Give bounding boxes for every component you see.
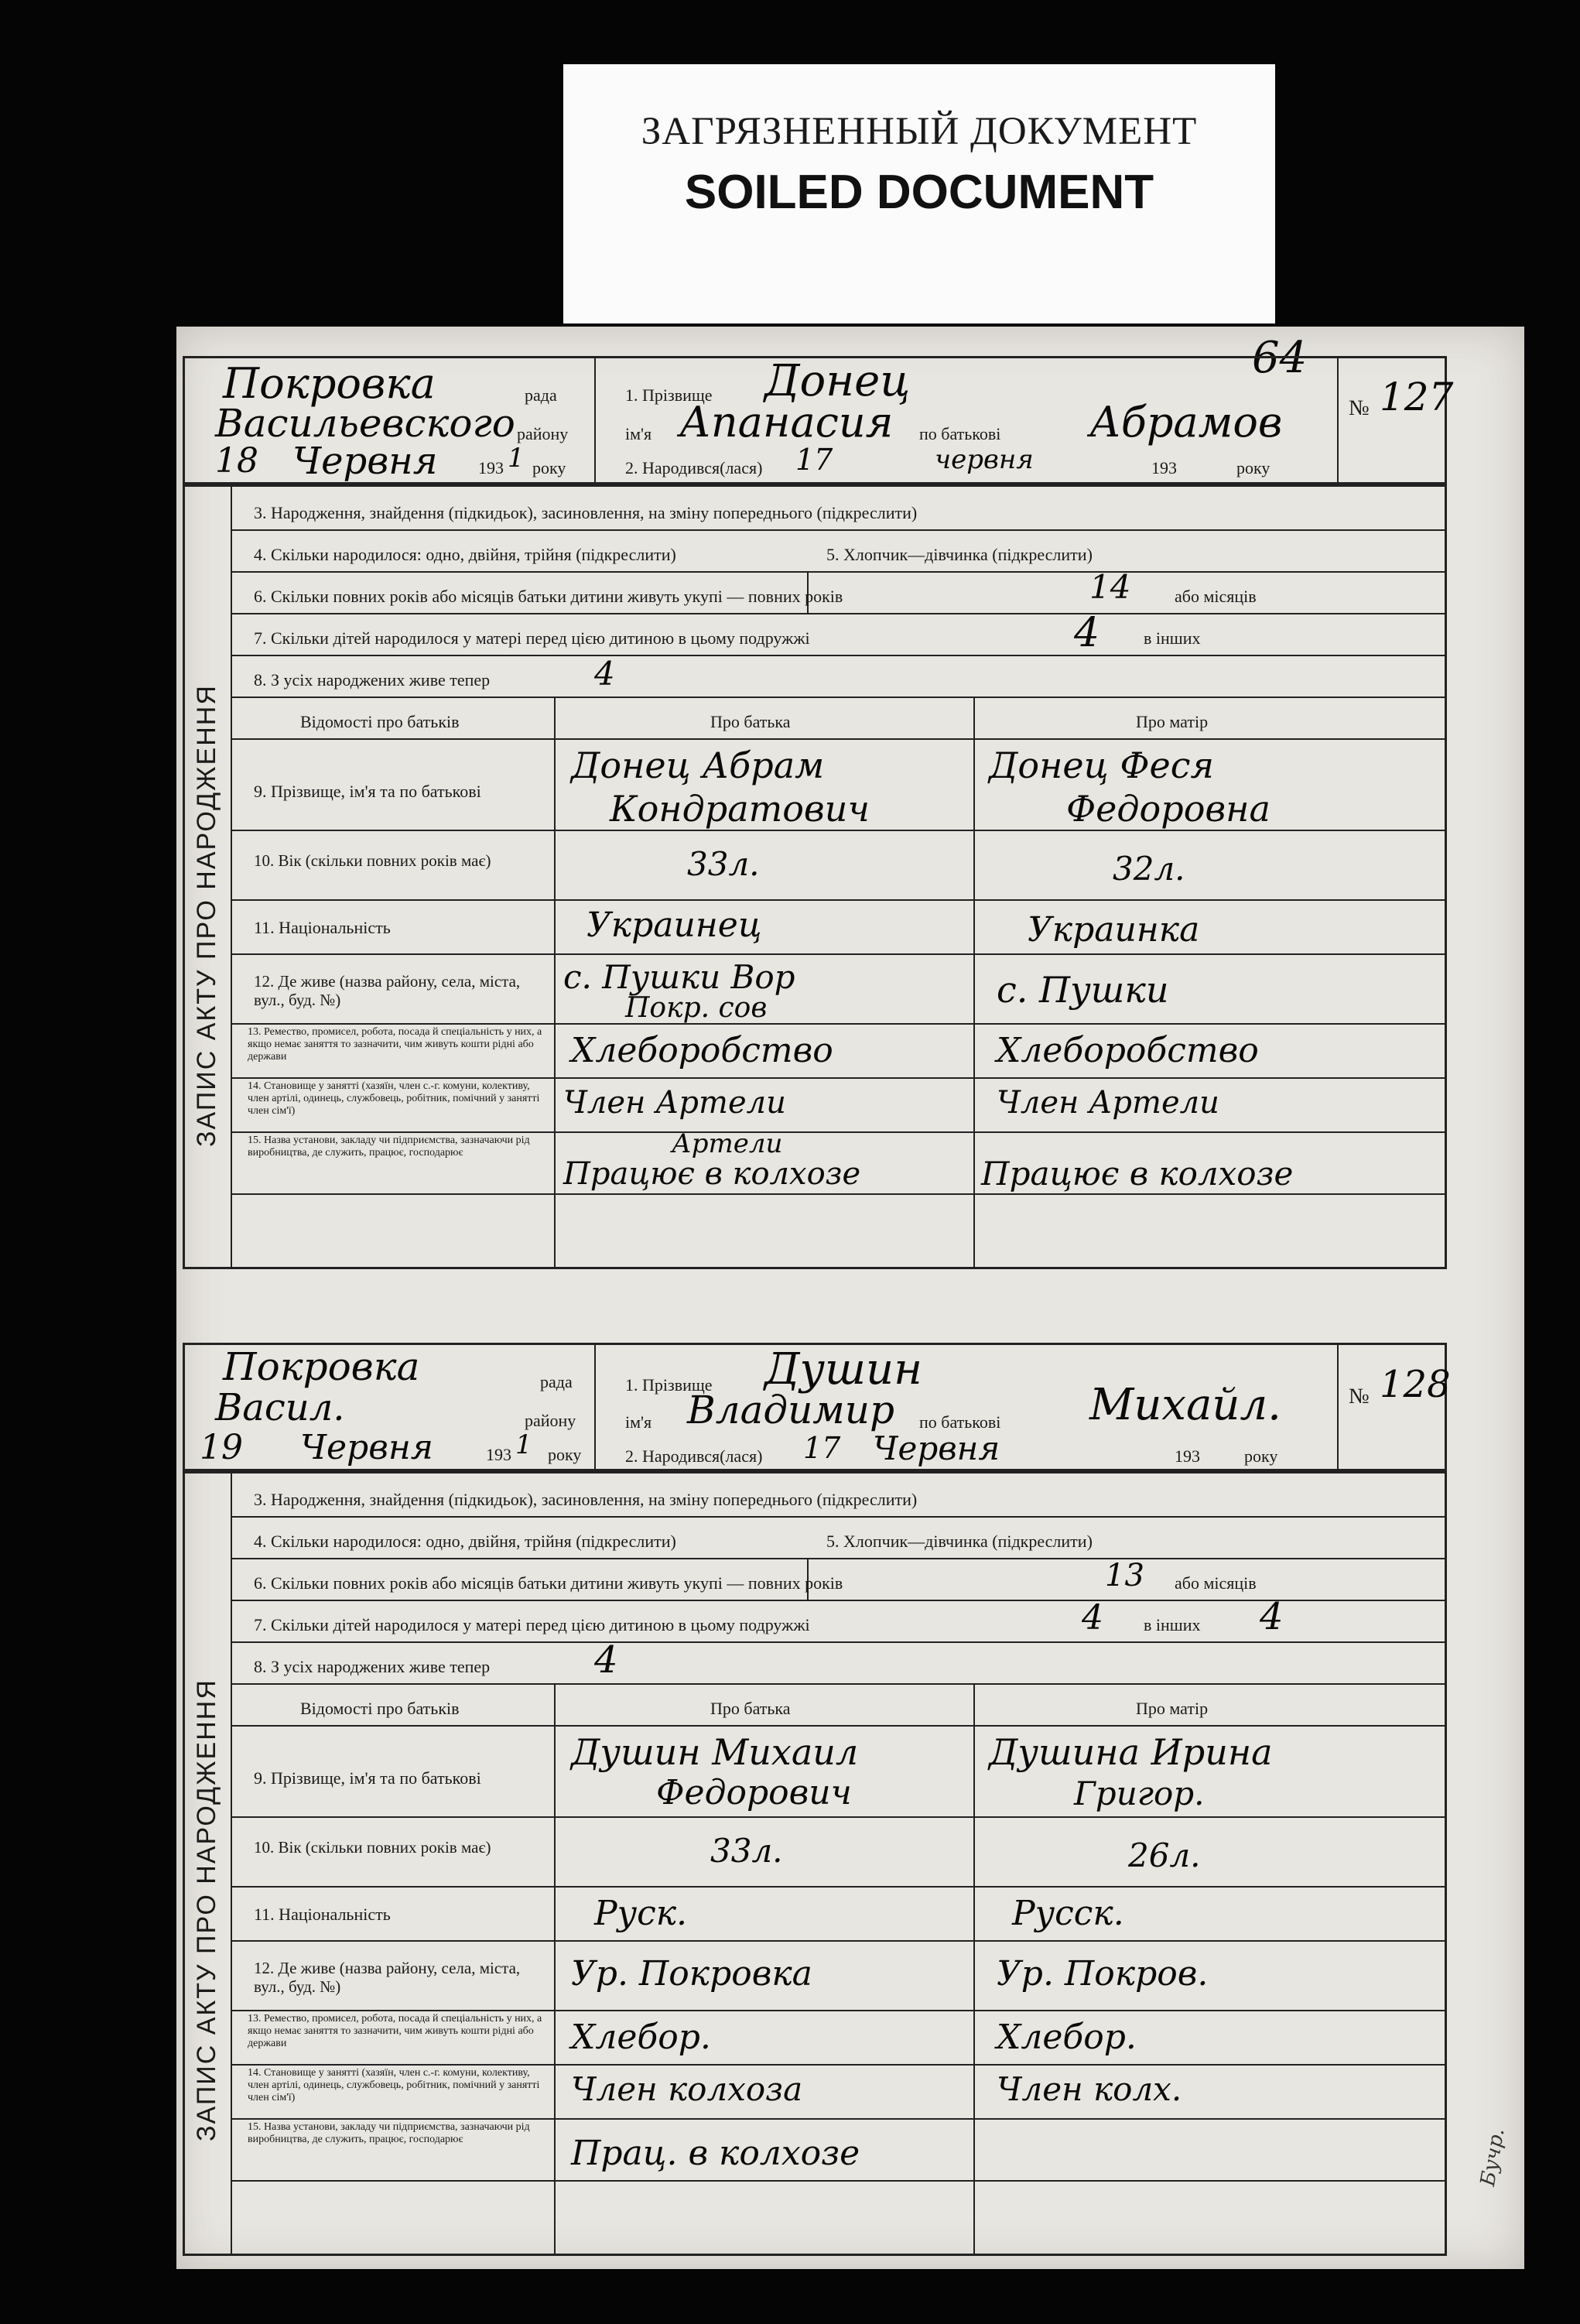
mother-occupation: Хлеборобство (997, 1031, 1259, 1070)
soiled-document-label (563, 64, 1275, 323)
mother-name-1: Душина Ирина (989, 1731, 1273, 1773)
record-side-title: ЗАПИС АКТУ ПРО НАРОДЖЕННЯ (192, 684, 221, 1147)
row-3: 3. Народження, знайдення (підкидьок), засиновлення, на зміну попереднього (підкреслити) (254, 503, 918, 522)
birth-day: 17 (803, 1431, 841, 1465)
row-8: 8. З усіх народжених живе тепер (254, 670, 491, 690)
row-11: 11. Національність (254, 918, 391, 937)
council-name: Покровка (223, 359, 436, 408)
row-6-months: або місяців (1175, 1573, 1257, 1593)
council-name: Покровка (223, 1344, 420, 1389)
label-russian: ЗАГРЯЗНЕННЫЙ ДОКУМЕНТ (641, 110, 1198, 153)
number-sign: № (1349, 1384, 1370, 1408)
row-12: 12. Де живе (назва району, села, міста, вул., буд. №) (254, 972, 521, 1009)
mother-header: Про матір (1136, 1699, 1209, 1718)
record-number: 127 (1380, 375, 1454, 419)
row-15: 15. Назва установи, закладу чи підприємства, зазначаючи рід виробництва, де служить, працює, господарює (248, 1135, 530, 1159)
row-12: 12. Де живе (назва району, села, міста, вул., буд. №) (254, 1959, 521, 1996)
district-label: району (517, 424, 569, 443)
registration-year-prefix: 193 (486, 1445, 511, 1464)
mother-name-2: Федоровна (1066, 788, 1270, 830)
registration-day: 18 (215, 441, 258, 481)
father-header: Про батька (710, 712, 791, 731)
year-label: року (532, 458, 566, 477)
row-6: 6. Скільки повних років або місяців батьки дитини живуть укупі — повних років (254, 587, 843, 606)
birth-year-label: року (1236, 458, 1270, 477)
father-address-1: с. Пушки Вор (563, 958, 795, 996)
row-10: 10. Вік (скільки повних років має) (254, 851, 491, 870)
record-number: 128 (1380, 1363, 1451, 1406)
mother-age: 26л. (1128, 1836, 1201, 1874)
birth-month: червня (935, 444, 1034, 475)
mother-position: Член колх. (997, 2070, 1182, 2108)
row-5: 5. Хлопчик—дівчинка (підкреслити) (826, 545, 1093, 564)
mother-nationality: Украинка (1028, 910, 1200, 950)
registration-day: 19 (200, 1428, 243, 1467)
row-13: 13. Ремество, промисел, робота, посада й спеціальність у них, а якщо немає заняття то зазначити, чим живуть кошти рідні або держави (248, 2013, 542, 2049)
registration-year-suffix: 1 (515, 1429, 532, 1460)
registration-month: Червня (292, 440, 438, 483)
row-3: 3. Народження, знайдення (підкидьок), засиновлення, на зміну попереднього (підкреслити) (254, 1490, 918, 1509)
row-9: 9. Прізвище, ім'я та по батькові (254, 782, 481, 801)
registration-month: Червня (300, 1428, 433, 1467)
row-7-other: в інших (1144, 628, 1201, 648)
mother-position: Член Артели (997, 1085, 1219, 1121)
margin-note: Бучр. (1476, 2126, 1510, 2189)
council-label: рада (540, 1372, 573, 1391)
child-name: Апанасия (679, 398, 894, 447)
father-name-2: Федорович (656, 1773, 852, 1812)
corner-number: 64 (1252, 333, 1308, 383)
mother-address: с. Пушки (997, 969, 1169, 1011)
years-together: 13 (1105, 1558, 1144, 1593)
birth-year-label: року (1244, 1446, 1278, 1466)
mother-name-1: Донец Феся (989, 744, 1214, 786)
registration-year-suffix: 1 (508, 443, 525, 474)
registration-year-prefix: 193 (478, 458, 504, 477)
parents-header: Відомості про батьків (300, 712, 460, 731)
row-14: 14. Становище у занятті (хазяїн, член с.-г. комуни, колективу, член артілі, одинець, службовець, робітник, помічний у занятті член сім'ї) (248, 1080, 540, 1117)
council-label: рада (525, 385, 557, 405)
birth-record-2 (176, 1313, 1524, 2269)
father-occupation: Хлебор. (571, 2018, 711, 2057)
child-name: Владимир (687, 1388, 894, 1432)
mother-name-2: Григор. (1074, 1775, 1205, 1812)
father-header: Про батька (710, 1699, 791, 1718)
father-age: 33л. (687, 845, 760, 883)
row-11: 11. Національність (254, 1905, 391, 1924)
label-english: SOILED DOCUMENT (684, 166, 1154, 219)
surname-label: 1. Прізвище (625, 385, 713, 405)
child-surname: Донец (764, 356, 911, 406)
children-other: 4 (1260, 1595, 1284, 1638)
children-alive: 4 (594, 1638, 618, 1682)
father-nationality: Руск. (594, 1894, 688, 1933)
district-name: Васильевского (215, 401, 515, 446)
father-name-2: Кондратович (610, 788, 870, 830)
row-4: 4. Скільки народилося: одно, двійня, трійня (підкреслити) (254, 545, 676, 564)
row-6-months: або місяців (1175, 587, 1257, 606)
name-label: ім'я (625, 424, 652, 443)
father-workplace-2: Прац. в колхозе (571, 2134, 860, 2173)
row-15: 15. Назва установи, закладу чи підприємства, зазначаючи рід виробництва, де служить, працює, господарює (248, 2121, 530, 2145)
children-alive: 4 (594, 655, 615, 693)
father-position: Член Артели (563, 1085, 786, 1121)
years-together: 14 (1089, 568, 1131, 606)
row-7-other: в інших (1144, 1615, 1201, 1634)
row-9: 9. Прізвище, ім'я та по батькові (254, 1768, 481, 1788)
mother-age: 32л. (1113, 850, 1185, 888)
patronymic-label: по батькові (919, 1412, 1001, 1432)
father-position: Член колхоза (571, 2070, 803, 2108)
born-label: 2. Народився(лася) (625, 458, 763, 477)
children-before: 4 (1074, 610, 1100, 656)
mother-address: Ур. Покров. (997, 1954, 1209, 1994)
row-5: 5. Хлопчик—дівчинка (підкреслити) (826, 1532, 1093, 1551)
birth-month: Червня (873, 1429, 1000, 1467)
child-patronymic: Абрамов (1089, 398, 1283, 447)
born-label: 2. Народився(лася) (625, 1446, 763, 1466)
mother-nationality: Русск. (1012, 1894, 1124, 1933)
district-label: району (525, 1411, 576, 1430)
row-8: 8. З усіх народжених живе тепер (254, 1657, 491, 1676)
district-name: Васил. (215, 1386, 345, 1429)
father-name-1: Душин Михаил (571, 1731, 859, 1773)
child-surname: Душин (764, 1344, 923, 1395)
birth-day: 17 (795, 443, 833, 477)
father-name-1: Донец Абрам (571, 744, 825, 786)
row-7: 7. Скільки дітей народилося у матері перед цією дитиною в цьому подружжі (254, 628, 810, 648)
name-label: ім'я (625, 1412, 652, 1432)
mother-occupation: Хлебор. (997, 2018, 1137, 2057)
row-13: 13. Ремество, промисел, робота, посада й спеціальність у них, а якщо немає заняття то зазначити, чим живуть кошти рідні або держави (248, 1026, 542, 1063)
father-address-2: Покр. сов (625, 992, 768, 1024)
father-workplace-1: Артели (672, 1128, 783, 1159)
row-6: 6. Скільки повних років або місяців батьки дитини живуть укупі — повних років (254, 1573, 843, 1593)
child-patronymic: Михайл. (1089, 1380, 1281, 1430)
row-4: 4. Скільки народилося: одно, двійня, трійня (підкреслити) (254, 1532, 676, 1551)
birth-register-page (176, 327, 1524, 2269)
father-age: 33л. (710, 1832, 783, 1870)
surname-label: 1. Прізвище (625, 1375, 713, 1395)
mother-workplace: Працює в колхозе (981, 1155, 1294, 1193)
father-nationality: Украинец (587, 905, 762, 945)
row-10: 10. Вік (скільки повних років має) (254, 1838, 491, 1857)
patronymic-label: по батькові (919, 424, 1001, 443)
record-side-title: ЗАПИС АКТУ ПРО НАРОДЖЕННЯ (192, 1679, 221, 2141)
father-address-1: Ур. Покровка (571, 1954, 812, 1994)
birth-record-1 (176, 327, 1524, 1286)
mother-header: Про матір (1136, 712, 1209, 731)
birth-year-prefix: 193 (1175, 1446, 1200, 1466)
year-label: року (548, 1445, 582, 1464)
row-14: 14. Становище у занятті (хазяїн, член с.-г. комуни, колективу, член артілі, одинець, службовець, робітник, помічний у занятті член сім'ї) (248, 2067, 540, 2103)
number-sign: № (1349, 396, 1370, 420)
row-7: 7. Скільки дітей народилося у матері перед цією дитиною в цьому подружжі (254, 1615, 810, 1634)
parents-header: Відомості про батьків (300, 1699, 460, 1718)
father-occupation: Хлеборобство (571, 1031, 833, 1070)
birth-year-prefix: 193 (1151, 458, 1177, 477)
father-workplace-2: Працює в колхозе (563, 1156, 861, 1192)
children-before: 4 (1082, 1598, 1103, 1638)
